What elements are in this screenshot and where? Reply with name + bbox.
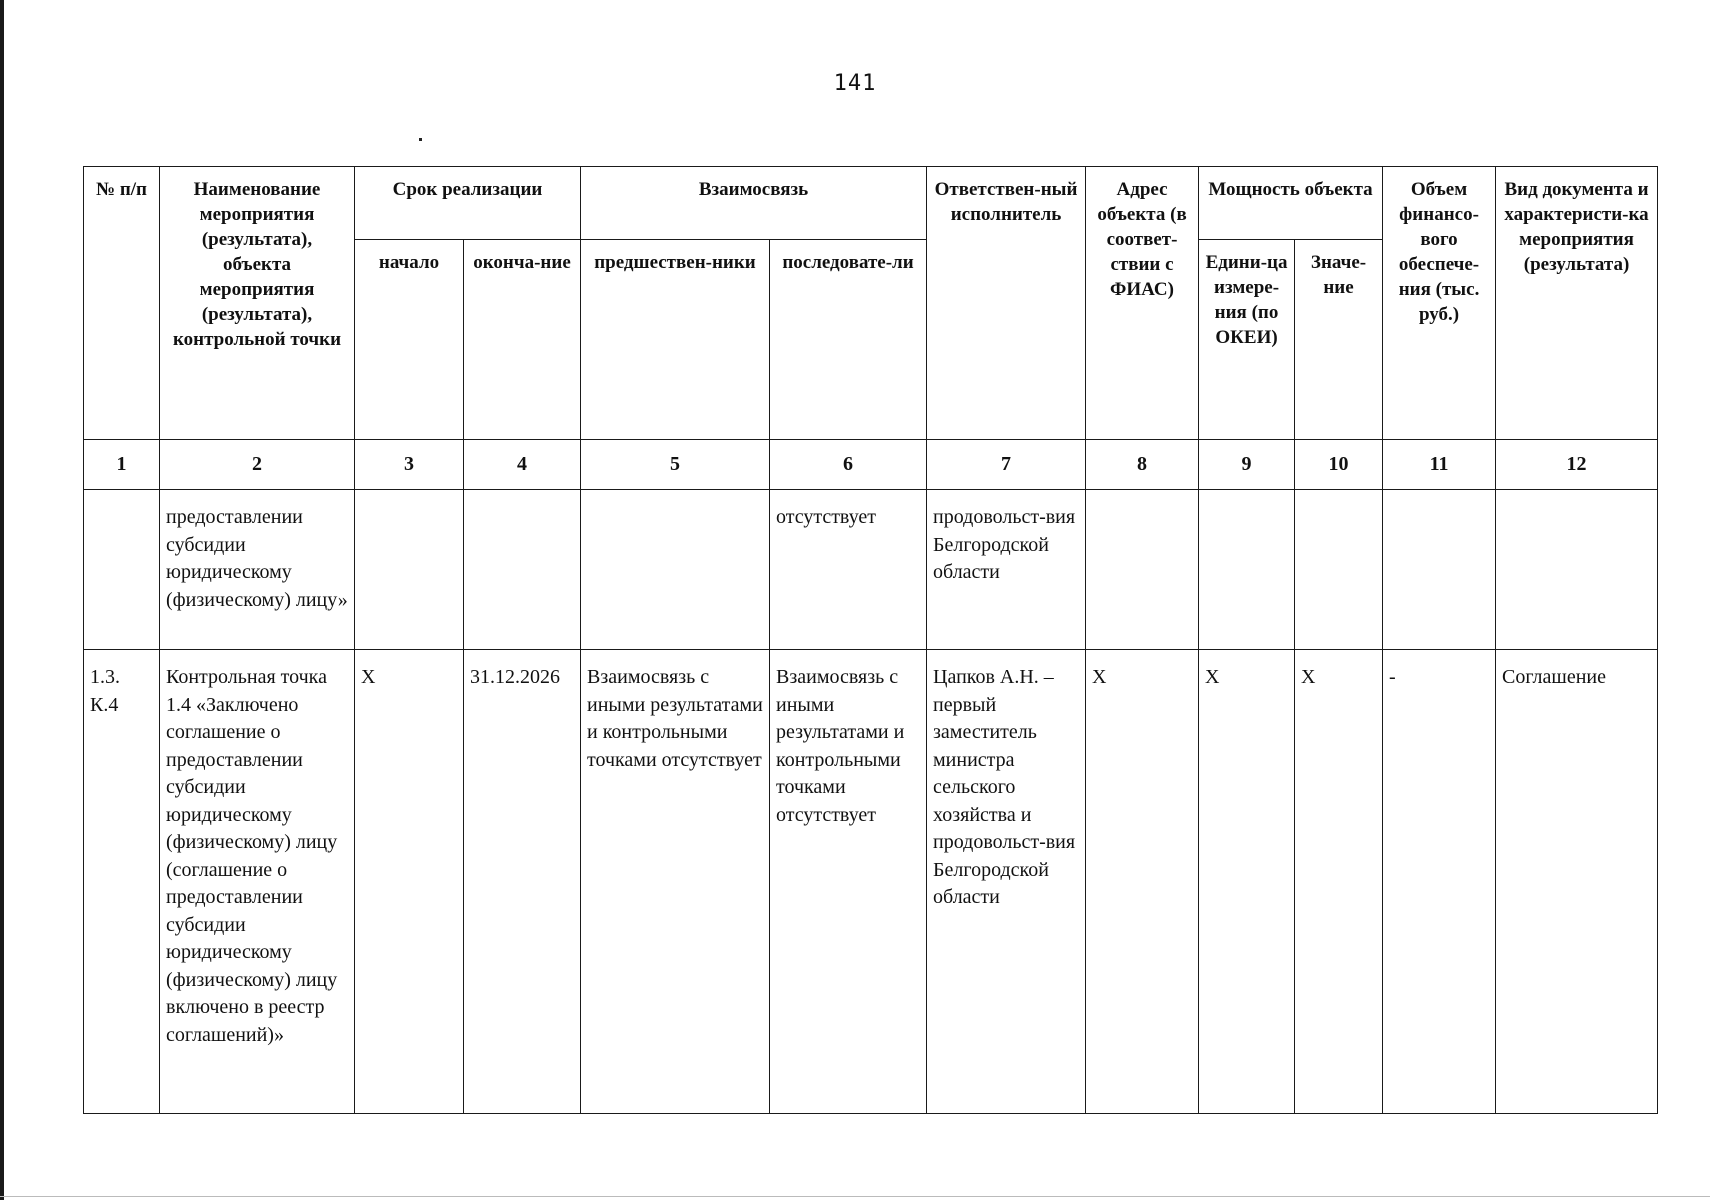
cell-unit <box>1199 490 1295 650</box>
column-number: 7 <box>927 440 1086 490</box>
cell-value: X <box>1295 650 1383 1114</box>
header-responsible: Ответствен-ный исполнитель <box>927 167 1086 440</box>
header-period: Срок реализации <box>355 167 581 240</box>
column-number: 11 <box>1383 440 1496 490</box>
header-unit: Едини-ца измере-ния (по ОКЕИ) <box>1199 240 1295 440</box>
column-number: 9 <box>1199 440 1295 490</box>
cell-predecessors <box>581 490 770 650</box>
events-table <box>83 166 1658 1114</box>
header-start: начало <box>355 240 464 440</box>
column-number: 2 <box>160 440 355 490</box>
header-num: № п/п <box>84 167 160 440</box>
cell-document: Соглашение <box>1496 650 1658 1114</box>
cell-num: 1.3. К.4 <box>84 650 160 1114</box>
cell-address <box>1086 490 1199 650</box>
cell-address: X <box>1086 650 1199 1114</box>
cell-start <box>355 490 464 650</box>
column-number: 4 <box>464 440 581 490</box>
cell-financing <box>1383 490 1496 650</box>
header-capacity: Мощность объекта <box>1199 167 1383 240</box>
scan-border-left <box>0 0 4 1200</box>
cell-responsible: продовольст-вия Белгородской области <box>927 490 1086 650</box>
column-number: 12 <box>1496 440 1658 490</box>
column-number: 6 <box>770 440 927 490</box>
cell-responsible: Цапков А.Н. – первый заместитель министра сельского хозяйства и продовольст-вия Белгородской области <box>927 650 1086 1114</box>
column-number: 3 <box>355 440 464 490</box>
header-financing: Объем финансо-вого обеспече-ния (тыс. руб.) <box>1383 167 1496 440</box>
cell-successors: отсутствует <box>770 490 927 650</box>
scan-speck <box>419 138 422 141</box>
column-number: 5 <box>581 440 770 490</box>
cell-end: 31.12.2026 <box>464 650 581 1114</box>
cell-financing: - <box>1383 650 1496 1114</box>
cell-successors: Взаимосвязь с иными результатами и контрольными точками отсутствует <box>770 650 927 1114</box>
cell-predecessors: Взаимосвязь с иными результатами и контрольными точками отсутствует <box>581 650 770 1114</box>
column-number: 10 <box>1295 440 1383 490</box>
header-predecessors: предшествен-ники <box>581 240 770 440</box>
header-link: Взаимосвязь <box>581 167 927 240</box>
header-value: Значе-ние <box>1295 240 1383 440</box>
scan-border-bottom <box>0 1196 1710 1197</box>
cell-name: предоставлении субсидии юридическому (физическому) лицу» <box>160 490 355 650</box>
column-numbers-row <box>84 440 1658 490</box>
header-name: Наименование мероприятия (результата), объекта мероприятия (результата), контрольной точки <box>160 167 355 440</box>
table-row <box>84 490 1658 650</box>
cell-start: X <box>355 650 464 1114</box>
cell-value <box>1295 490 1383 650</box>
cell-end <box>464 490 581 650</box>
table-row <box>84 650 1658 1114</box>
column-number: 1 <box>84 440 160 490</box>
header-end: оконча-ние <box>464 240 581 440</box>
header-document: Вид документа и характеристи-ка мероприятия (результата) <box>1496 167 1658 440</box>
column-number: 8 <box>1086 440 1199 490</box>
cell-num <box>84 490 160 650</box>
cell-document <box>1496 490 1658 650</box>
header-successors: последовате-ли <box>770 240 927 440</box>
page-number: 141 <box>833 71 877 96</box>
header-address: Адрес объекта (в соответ-ствии с ФИАС) <box>1086 167 1199 440</box>
cell-name: Контрольная точка 1.4 «Заключено соглашение о предоставлении субсидии юридическому (физическому) лицу (соглашение о предоставлении субсидии юридическому (физическому) лицу включено в реестр соглашений)» <box>160 650 355 1114</box>
header-row-1 <box>84 167 1658 240</box>
cell-unit: X <box>1199 650 1295 1114</box>
